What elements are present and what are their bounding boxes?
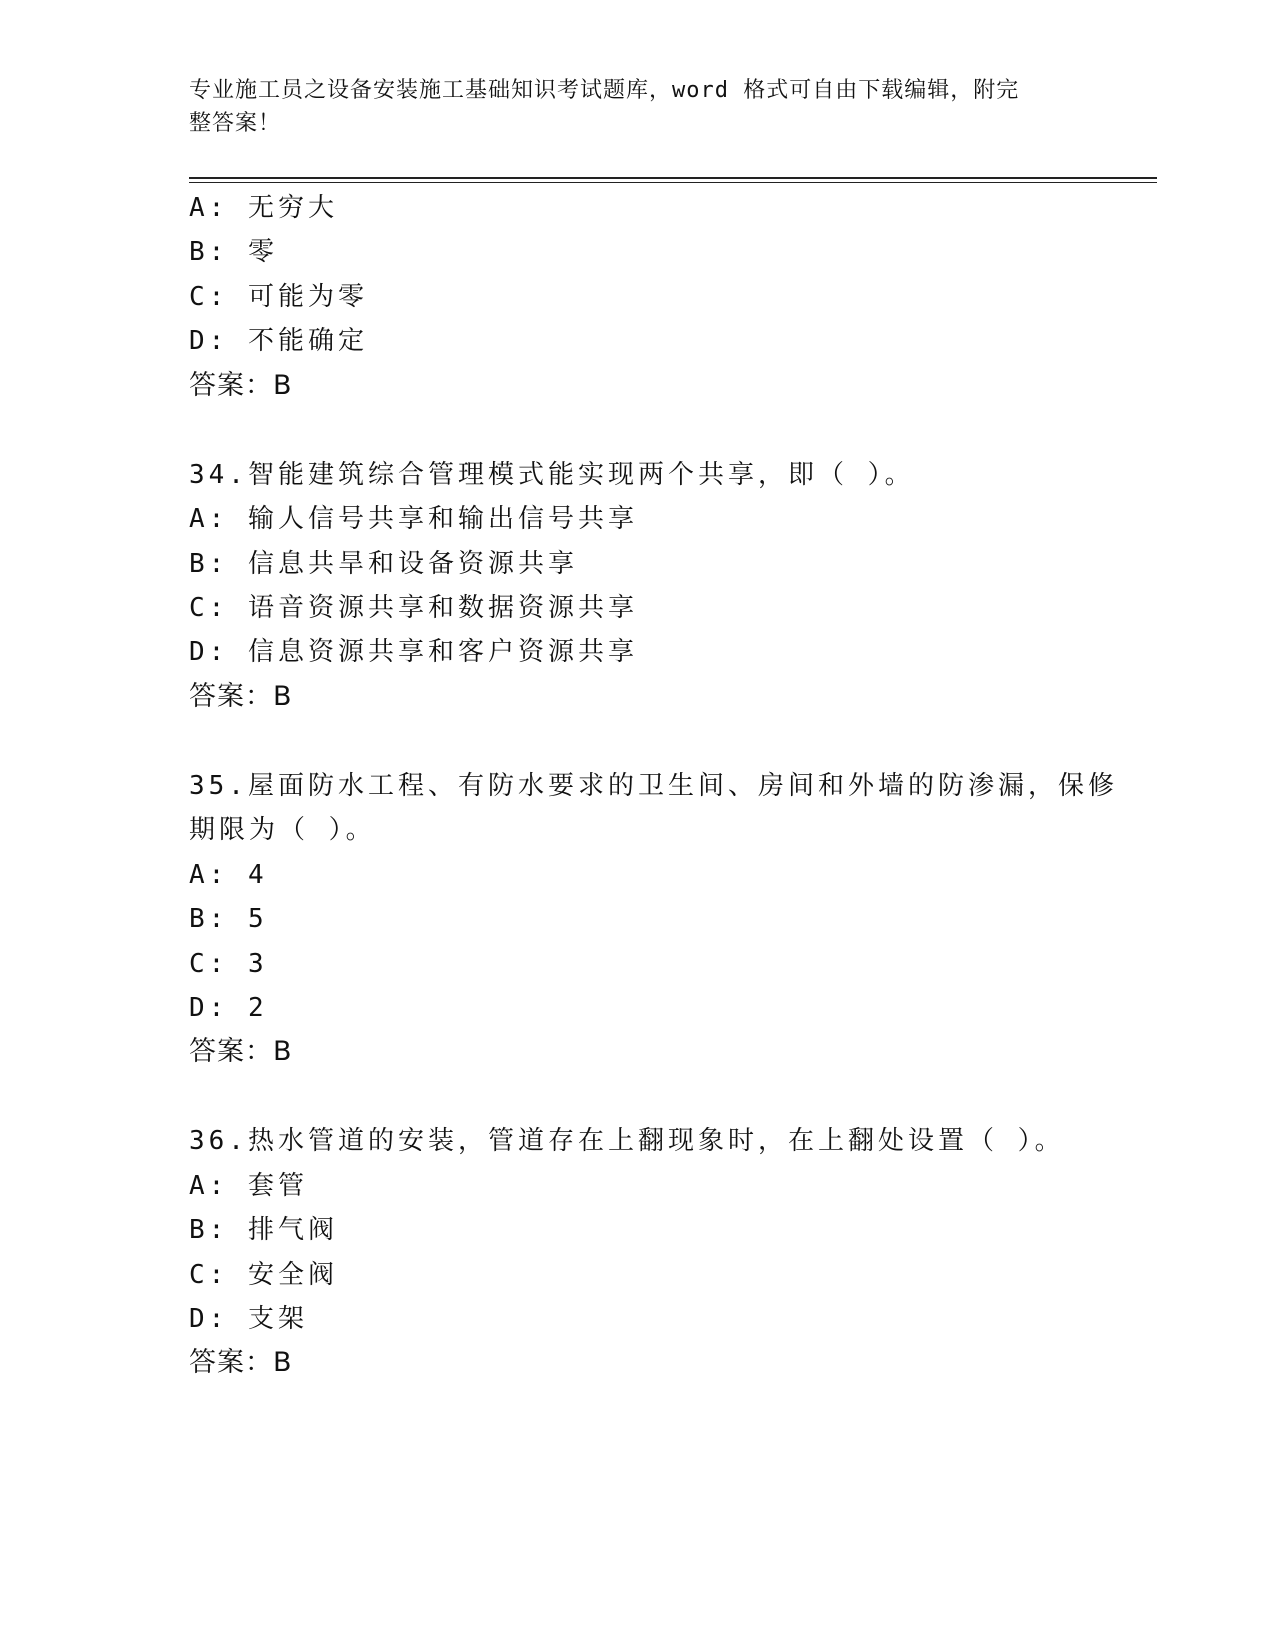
q33-answer: 答案：B xyxy=(189,370,293,401)
document-header xyxy=(189,74,1089,140)
q35-option-d: D: 2 xyxy=(189,993,268,1023)
q33-option-a: A: 无穷大 xyxy=(189,193,338,223)
q35-option-a: A: 4 xyxy=(189,860,268,890)
q36-answer: 答案：B xyxy=(189,1347,293,1378)
q36-option-d: D: 支架 xyxy=(189,1304,308,1334)
q36-option-b: B: 排气阀 xyxy=(189,1215,338,1245)
q35-option-c: C: 3 xyxy=(189,949,268,979)
q34-option-a: A: 输人信号共享和输出信号共享 xyxy=(189,504,638,534)
q35-question-line-1: 35.屋面防水工程、有防水要求的卫生间、房间和外墙的防渗漏，保修 xyxy=(189,771,1118,801)
q34-option-d: D: 信息资源共享和客户资源共享 xyxy=(189,637,638,667)
q34-answer: 答案：B xyxy=(189,681,293,712)
header-line-2: 整答案！ xyxy=(189,111,282,136)
header-divider-thick xyxy=(189,177,1157,179)
q35-question-line-2: 期限为（ ）。 xyxy=(189,815,376,845)
q33-option-d: D: 不能确定 xyxy=(189,326,368,356)
q36-question: 36.热水管道的安装，管道存在上翻现象时，在上翻处设置（ ）。 xyxy=(189,1126,1065,1156)
q36-option-a: A: 套管 xyxy=(189,1171,308,1201)
q34-option-c: C: 语音资源共享和数据资源共享 xyxy=(189,593,638,623)
q35-answer: 答案：B xyxy=(189,1036,293,1067)
header-line-1: 专业施工员之设备安装施工基础知识考试题库，word 格式可自由下载编辑，附完 xyxy=(189,78,1020,103)
header-divider-thin xyxy=(189,182,1157,183)
q34-question: 34.智能建筑综合管理模式能实现两个共享，即（ ）。 xyxy=(189,460,915,490)
q33-option-b: B: 零 xyxy=(189,237,278,267)
q35-option-b: B: 5 xyxy=(189,904,268,934)
q33-option-c: C: 可能为零 xyxy=(189,282,368,312)
q34-option-b: B: 信息共旱和设备资源共享 xyxy=(189,549,578,579)
q36-option-c: C: 安全阀 xyxy=(189,1260,338,1290)
